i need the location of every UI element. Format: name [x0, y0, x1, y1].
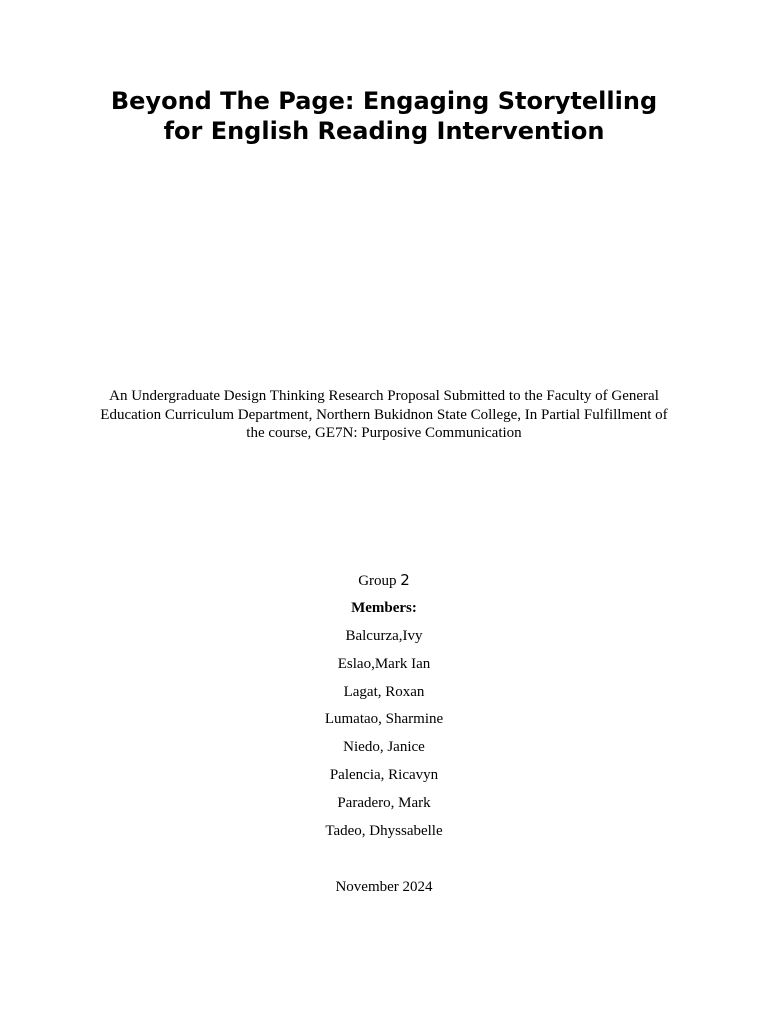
member-name: Niedo, Janice	[343, 739, 425, 756]
member-name: Eslao,Mark Ian	[337, 655, 431, 672]
group-label-line	[184, 570, 584, 590]
group-number: 2	[400, 571, 410, 589]
members-heading: Members:	[351, 600, 417, 616]
member-name: Tadeo, Dhyssabelle	[325, 822, 443, 839]
member-name: Lumatao, Sharmine	[324, 711, 444, 728]
document-title: Beyond The Page: Engaging Storytelling for English Reading Intervention	[110, 87, 658, 145]
member-name: Paradero, Mark	[337, 794, 431, 811]
member-name: Lagat, Roxan	[343, 683, 425, 700]
member-name: Palencia, Ricavyn	[329, 766, 439, 783]
member-name: Balcurza,Ivy	[345, 628, 423, 644]
member-list	[184, 626, 584, 841]
submission-date: November 2024	[335, 879, 433, 895]
group-section	[184, 570, 584, 848]
proposal-description: An Undergraduate Design Thinking Research Proposal Submitted to the Faculty of General Education Curriculum Department, Northern Bukidnon State College, In Partial Fulfillment of the course, GE7N: Purposive Communication	[100, 388, 668, 441]
group-label: Group	[358, 573, 397, 589]
